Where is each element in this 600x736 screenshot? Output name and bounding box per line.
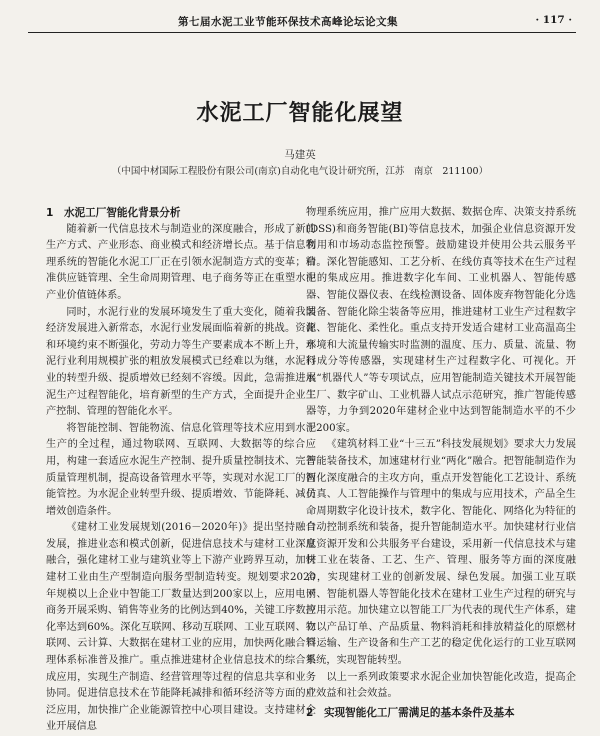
paragraph-continued: 物理系统应用，推广应用大数据、数据仓库、决策支持系统(DSS)和商务智能(BI)等信息技术，加强企业信息资源开发利用和市场动态监控预警。鼓励建设并使用公共云服务平台。深化智能感知、工艺分析、在线仿真等技术在生产过程中的集成应用。推进数字化车间、工业机器人、智能传感器、智能仪器仪表、在线检测设备、固体废弃物智能化分选装备、智能化除尘装备等应用，推进建材工业生产过程数字化、智能化、柔性化。重点支持开发适合建材工业高温高尘环境和大流量传输实时监测的温度、压力、质量、流量、物料成分等传感器，实现建材生产过程数字化、可视化。开展“机器代人”等专项试点，应用智能制造关键技术开展智能工厂、数字矿山、工业机器人试点示范研究，推广智能传感器等，力争到2020年建材企业中达到智能制造水平的不少于200家。: [306, 207, 576, 434]
running-header: [28, 10, 576, 33]
paragraph: 《建筑材料工业“十三五”科技发展规划》要求大力发展智能装备技术，加速建材行业“两化”融合。把智能制造作为两化深度融合的主攻方向，重点开发智能化工艺设计、系统仿真、人工智能操作与管理中的集成与应用技术，产品全生命周期数字化设计技术，数字化、智能化、网络化为特征的自动控制系统和装备，提升智能制造水平。加快建材行业信息资源开发和公共服务平台建设，采用新一代信息技术与建材工业在装备、工艺、生产、管理、服务等方面的深度融合，实现建材工业的创新发展、绿色发展。加强工业互联网、智能机器人等智能化技术在建材工业生产过程的研究与应用示范。加快建立以智能工厂为代表的现代生产体系，建立以产品订单、产品质量、物料消耗和排放精益化的原燃材料运输、生产设备和生产工艺的稳定优化运行的工业互联网系统，实现智能转型。: [306, 439, 576, 667]
author-affiliation: （中国中材国际工程股份有限公司(南京)自动化电气设计研究所，江苏 南京 211100）: [111, 166, 489, 177]
paragraph: 将智能控制、智能物流、信息化管理等技术应用到水泥生产的全过程，通过物联网、互联网、大数据等的综合应用，构建一套适应水泥生产控制、提升质量控制技术、完善质量管理机制，提高设备管理水平等，实现对水泥工厂的智能管控。为水泥企业转型升级、提质增效、节能降耗、减员增效创造条件。: [46, 422, 316, 517]
section-1-heading: 1 水泥工厂智能化背景分析: [46, 207, 181, 219]
left-column: [46, 205, 316, 736]
page-number: · 117 ·: [535, 14, 572, 26]
paper-title: 水泥工厂智能化展望: [196, 101, 404, 126]
paragraph: 同时，水泥行业的发展环境发生了重大变化，随着我国经济发展进入新常态，水泥行业发展面临着新的挑战。资源和环境约束不断强化，劳动力等生产要素成本不断上升，水泥行业利用规模扩张的粗放发展模式已经难以为继，水泥行业的转型升级、提质增效已经刻不容缓。因此，急需推进水泥生产过程智能化，培育新型的生产方式，全面提升企业生产控制、管理的智能化水平。: [46, 306, 316, 418]
paragraph: 《建材工业发展规划(2016－2020年)》提出坚持融合发展，推进业态和模式创新，促进信息技术与建材工业深度融合，强化建材工业与建筑业等上下游产业跨界互动，加快建材工业由生产型制造向服务型制造转变。规划要求2020年规模以上企业中智能工厂数量达到200家以上，应用电子商务开展采购、销售等业务的比例达到40%，关键工序数控化率达到60%。深化互联网、移动互联网、工业互联网、物联网、云计算、大数据在建材工业的应用，加快两化融合管理体系标准普及推广。重点推进建材企业信息技术的综合集成应用，实现生产制造、经营管理等过程的信息共享和业务协同。促进信息技术在节能降耗减排和循环经济等方面的广泛应用，加快推广企业能源管控中心项目建设。支持建材企业开展信息: [46, 522, 316, 733]
paragraph: 随着新一代信息技术与制造业的深度融合，形成了新的生产方式、产业形态、商业模式和经济增长点。基于信息物理系统的智能化水泥工厂正在引领水泥制造方式的变革；精准供应链管理、全生命周期管理、电子商务等正在重塑水泥产业价值链体系。: [46, 223, 316, 301]
conference-name: 第七届水泥工业节能环保技术高峰论坛论文集: [178, 16, 398, 28]
right-column: [306, 205, 576, 721]
section-2-heading: 2 实现智能化工厂需满足的基本条件及基本: [306, 706, 515, 719]
author-name: 马建英: [284, 149, 316, 161]
paragraph: 以上一系列政策要求水泥企业加快智能化改造，提高企业效益和社会效益。: [306, 671, 576, 700]
